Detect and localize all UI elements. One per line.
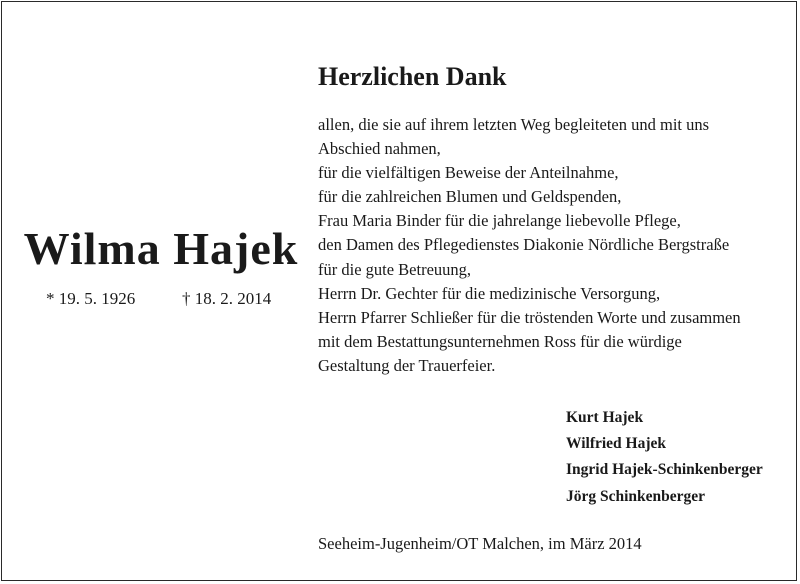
place-and-date: Seeheim-Jugenheim/OT Malchen, im März 2014 [318,534,642,553]
signer-name: Kurt Hajek [566,409,644,426]
thanks-line: mit dem Bestattungsunternehmen Ross für die würdige [318,331,682,351]
signers-list [566,405,763,510]
signer-name: Jörg Schinkenberger [566,487,706,505]
thanks-line: Frau Maria Binder für die jahrelange liebevolle Pflege, [318,211,681,231]
thanks-line: Herrn Dr. Gechter für die medizinische Versorgung, [318,283,661,303]
thanks-line: Gestaltung der Trauerfeier. [318,355,496,375]
thanks-line: den Damen des Pflegedienstes Diakonie Nördliche Bergstraße [318,235,730,255]
thanks-line: allen, die sie auf ihrem letzten Weg begleiteten und mit uns [318,115,710,134]
signer-name: Ingrid Hajek-Schinkenberger [566,461,763,479]
notice-title: Herzlichen Dank [318,62,507,91]
thanks-text [318,113,788,378]
thanks-line: für die zahlreichen Blumen und Geldspenden, [318,187,622,207]
death-date: † 18. 2. 2014 [182,289,272,308]
thanks-line: Herrn Pfarrer Schließer für die tröstenden Worte und zusammen [318,307,741,327]
deceased-name: Wilma Hajek [23,223,299,274]
birth-date: * 19. 5. 1926 [46,289,136,308]
thanks-line: für die vielfältigen Beweise der Anteilnahme, [318,163,619,183]
thanks-line: für die gute Betreuung, [318,259,472,279]
signer-name: Wilfried Hajek [566,435,667,453]
thanks-line: Abschied nahmen, [318,139,441,159]
